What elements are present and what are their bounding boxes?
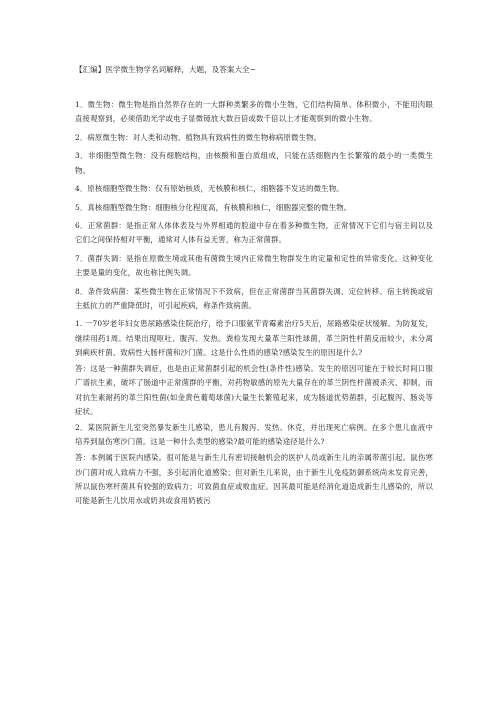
document-body [75, 98, 433, 510]
paragraph-answer-2: 答：本例属于医院内感染。很可能是与新生儿有密切接触机会的医护人员或新生儿的亲属带菌引起。鼠伤寒沙门菌对成人致病力不强，多引起消化道感染；但对新生儿来说，由于新生儿免疫防御系统尚未发育完善，所以鼠伤寒杆菌具有较强的致病力；可致菌血症或败血症。因其最可能是经消化道造成新生儿感染的，所以可能是新生儿饮用水或奶具或食用奶被污 [75, 453, 433, 506]
paragraph-question-2: 2．某医院新生儿室突然暴发新生儿感染，患儿有腹泻、发热、休克，并出现死亡病例。在多个患儿血液中培养到鼠伤寒沙门菌。这是一种什么类型的感染?最可能的感染途径是什么? [75, 423, 433, 447]
paragraph-definition-6: 6．正常菌群：是指正常人体体表及与外界相通的腔道中存在着多种微生物，正常情况下它们与宿主间以及它们之间保持相对平衡，通常对人体有益无害，称为正常菌群。 [75, 221, 433, 245]
paragraph-answer-1: 答：这是一种菌群失调症，也是由正常菌群引起的机会性(条件性)感染。发生的原因可能在于较长时间口服广谱抗生素，破坏了肠道中正常菌群的平衡，对药物敏感的原先大量存在的革兰阴性杆菌被杀灭、抑制，而对抗生素耐药的革兰阳性菌(如金黄色葡萄球菌)大量生长繁殖起来，成为肠道优势菌群，引起腹泻、肠炎等症状。 [75, 364, 433, 416]
paragraph-definition-5: 5．真核细胞型微生物：细胞核分化程度高，有核膜和核仁，细胞器完整的微生物。 [75, 202, 352, 212]
paragraph-definition-8: 8．条件致病菌：某些微生物在正常情况下不致病，但在正常菌群当其菌群失调、定位转移、宿主转换或宿主抵抗力的严重降低时，可引起疾病，称条件致病菌。 [75, 286, 433, 310]
paragraph-question-1: 1. 一70岁老年妇女患尿路感染住院治疗，给予口服氨苄青霉素治疗5天后，尿路感染症状缓解。为防复发，继续用药1周。结果出现呕吐、腹泻、发热。粪检发现大量革兰阳性球菌，革兰阴性杆菌反而较少，未分离到痢疾杆菌、致病性大肠杆菌和沙门菌。这是什么性质的感染?感染发生的原因是什么? [75, 319, 433, 357]
paragraph-definition-1: 1．微生物：微生物是指自然界存在的一大群种类繁多的微小生物，它们结构简单、体积微小，不能用肉眼直接观察到，必须借助光学或电子显微镜放大数百倍或数千倍以上才能观察到的微小生物。 [75, 100, 433, 124]
paragraph-definition-3: 3．非细胞型微生物：没有细胞结构，由核酸和蛋白质组成，只能在活细胞内生长繁殖的最小的一类微生物。 [75, 151, 433, 175]
paragraph-definition-4: 4．原核细胞型微生物：仅有原始核质，无核膜和核仁，细胞器不发达的微生物。 [75, 184, 344, 194]
document-title: 【汇编】医学微生物学名词解释，大题，及答案大全~ [75, 65, 257, 74]
paragraph-definition-2: 2．病原微生物：对人类和动物、植物具有致病性的微生物称病原微生物。 [75, 132, 322, 142]
paragraph-definition-7: 7．菌群失调：是指在原微生境或其他有菌微生境内正常微生物群发生的定量和定性的异常变化。这种变化主要是量的变化，故也称比例失调。 [75, 253, 433, 278]
